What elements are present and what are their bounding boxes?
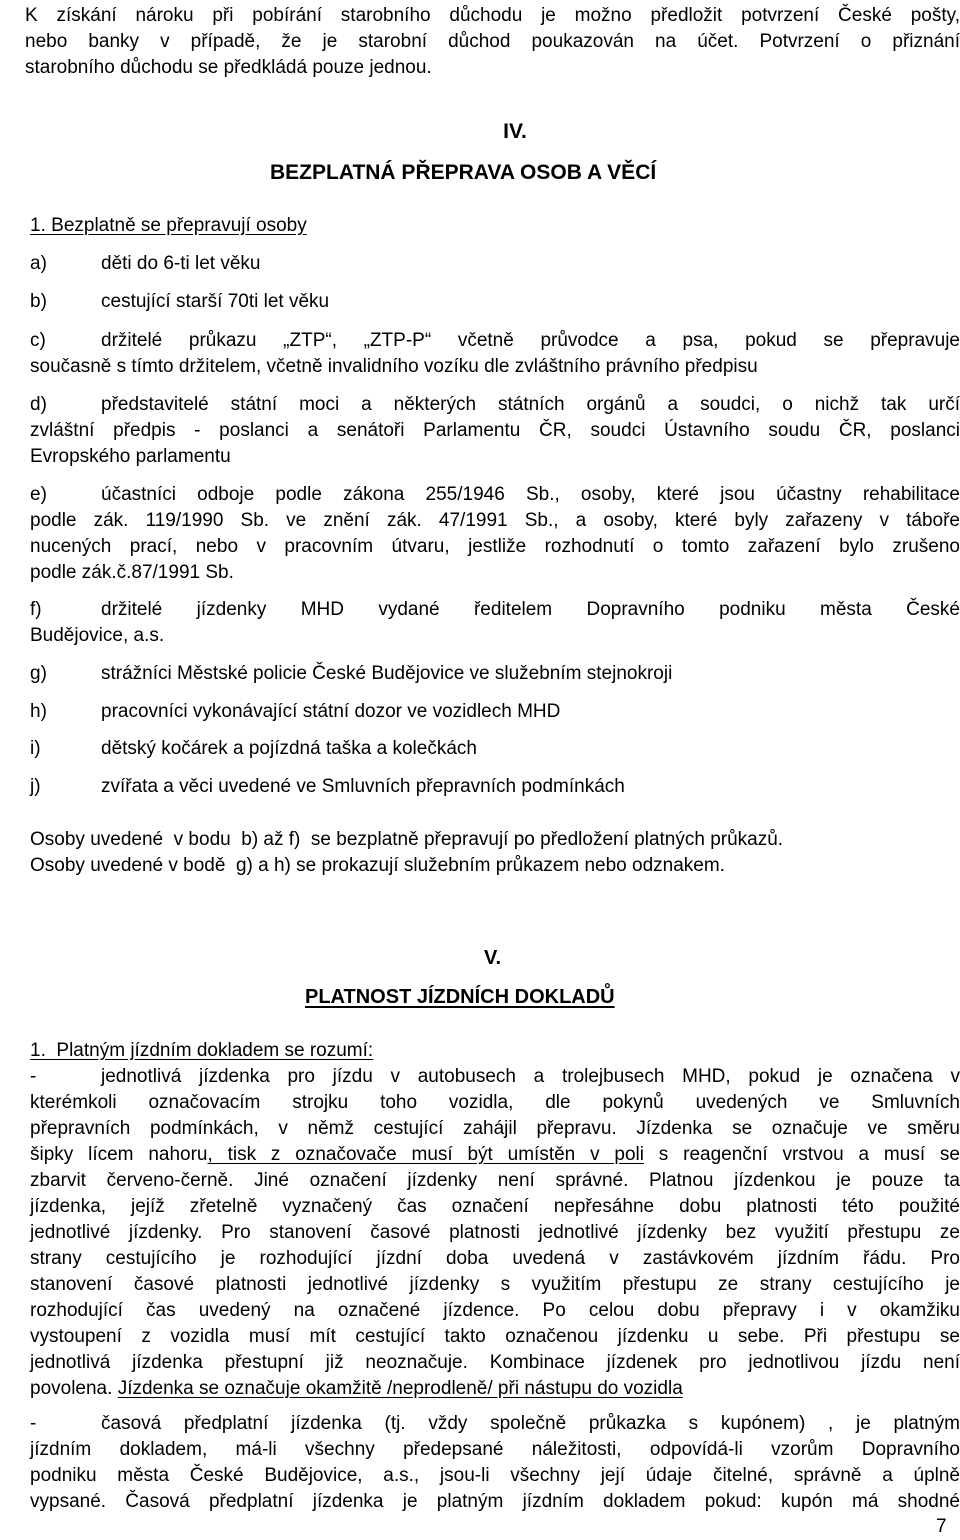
item-text: dětský kočárek a pojízdná taška a kolečkách [101,738,477,759]
intro-line: K získání nároku při pobírání starobního důchodu je možno předložit potvrzení České pošty, [25,5,960,26]
item-text: zvířata a věci uvedené ve Smluvních přepravních podmínkách [101,776,625,797]
item-label: d) [30,394,47,415]
item-label: c) [30,330,46,351]
item-label: h) [30,701,47,722]
subheading: 1. Platným jízdním dokladem se rozumí: [30,1040,374,1061]
item-label: j) [30,776,41,797]
paragraph-line: rozhodující čas uvedený na označené jízdence. Po celou dobu přepravy i v okamžiku [30,1300,960,1321]
section-title: PLATNOST JÍZDNÍCH DOKLADŮ [305,986,615,1008]
intro-line: nebo banky v případě, že je starobní důchod poukazován na účet. Potvrzení o přiznání [25,31,960,52]
item-label: e) [30,484,47,505]
item-text: nucených prací, nebo v pracovním útvaru, jestliže rozhodnutí o tomto zařazení bylo zrušeno [30,536,960,557]
item-text: pracovníci vykonávající státní dozor ve vozidlech MHD [101,701,561,722]
paragraph-line [30,1142,960,1168]
text-run: šipky lícem nahoru [30,1144,208,1165]
intro-line: starobního důchodu se předkládá pouze jednou. [25,57,432,78]
paragraph-line: jednotlivé jízdenky. Pro stanovení časové platnosti jednotlivé jízdenky bez využití přestupu ze [30,1222,960,1243]
item-text: současně s tímto držitelem, včetně invalidního vozíku dle zvláštního právního předpisu [30,356,758,377]
paragraph-line: časová předplatní jízdenka (tj. vždy společně průkazka s kupónem) , je platným [101,1413,960,1434]
item-text: zvláštní předpis - poslanci a senátoři Parlamentu ČR, soudci Ústavního soudu ČR, poslanci [30,420,960,441]
item-text: podle zák.č.87/1991 Sb. [30,562,234,583]
paragraph-line: stanovení časové platnosti jednotlivé jízdenky s využitím přestupu ze strany cestujícího je [30,1274,960,1295]
subheading-text: Bezplatně se přepravují osoby [51,215,307,236]
item-text: podle zák. 119/1990 Sb. ve znění zák. 47/1991 Sb., a osoby, které byly zařazeny v táboře [30,510,960,531]
item-text: děti do 6-ti let věku [101,253,261,274]
item-text: strážníci Městské policie České Budějovice ve služebním stejnokroji [101,663,673,684]
item-text: představitelé státní moci a některých státních orgánů a soudci, o nichž tak určí [101,394,960,415]
paragraph-line: podniku města České Budějovice, a.s., jsou-li všechny její údaje čitelné, správně a úplně [30,1465,960,1486]
section-number: V. [484,947,502,969]
bullet-dash: - [30,1066,37,1087]
section-title: BEZPLATNÁ PŘEPRAVA OSOB A VĚCÍ [270,161,657,184]
paragraph-line: vypsané. Časová předplatní jízdenka je platným jízdním dokladem pokud: kupón má shodné [30,1491,960,1512]
item-label: a) [30,253,47,274]
item-label: g) [30,663,47,684]
note-line: Osoby uvedené v bodě g) a h) se prokazují služebním průkazem nebo odznakem. [30,855,725,876]
note-line: Osoby uvedené v bodu b) až f) se bezplatně přepravují po předložení platných průkazů. [30,829,784,850]
item-label: b) [30,291,47,312]
item-text: držitelé průkazu „ZTP“, „ZTP-P“ včetně průvodce a psa, pokud se přepravuje [101,330,960,351]
paragraph-line: jízdním dokladem, má-li všechny předepsané náležitosti, odpovídá-li vzorům Dopravního [30,1439,960,1460]
underlined-text: Jízdenka se označuje okamžitě /neprodleně/ při nástupu do vozidla [117,1378,683,1399]
underlined-text: , tisk z označovače musí být umístěn v poli [207,1144,644,1165]
paragraph-line [30,1376,683,1402]
subheading-number: 1. [30,215,46,236]
item-label: f) [30,599,42,620]
text-run: povolena. [30,1378,118,1399]
page-number: 7 [936,1516,947,1537]
section-number: IV. [503,120,527,143]
paragraph-line: zbarvit červeno-černě. Jiné označení jízdenky není správné. Platnou jízdenkou je pouze ta [30,1170,960,1191]
item-text: cestující starší 70ti let věku [101,291,330,312]
item-text: účastníci odboje podle zákona 255/1946 Sb., osoby, které jsou účastny rehabilitace [101,484,960,505]
item-text: Evropského parlamentu [30,446,231,467]
paragraph-line: jízdenka, jejíž zřetelně vyznačený čas označení nepřesáhne dobu platnosti této použité [30,1196,960,1217]
bullet-dash: - [30,1413,37,1434]
subheading [30,213,307,239]
item-text: Budějovice, a.s. [30,625,165,646]
item-label: i) [30,738,41,759]
paragraph-line: jednotlivá jízdenka přestupní již neoznačuje. Kombinace jízdenek pro jednotlivou jízdu není [30,1352,960,1373]
paragraph-line: přepravních podmínkách, v němž cestující zahájil přepravu. Jízdenka se označuje ve směru [30,1118,960,1139]
paragraph-line: strany cestujícího je rozhodující jízdní doba uvedená v zastávkovém jízdním řádu. Pro [30,1248,960,1269]
text-run: s reagenční vrstvou a musí se [643,1144,960,1165]
paragraph-line: jednotlivá jízdenka pro jízdu v autobusech a trolejbusech MHD, pokud je označena v [101,1066,960,1087]
paragraph-line: kterémkoli označovacím strojku toho vozidla, dle pokynů uvedených ve Smluvních [30,1092,960,1113]
paragraph-line: vystoupení z vozidla musí mít cestující takto označenou jízdenku u sebe. Při přestupu se [30,1326,960,1347]
item-text: držitelé jízdenky MHD vydané ředitelem Dopravního podniku města České [101,599,960,620]
